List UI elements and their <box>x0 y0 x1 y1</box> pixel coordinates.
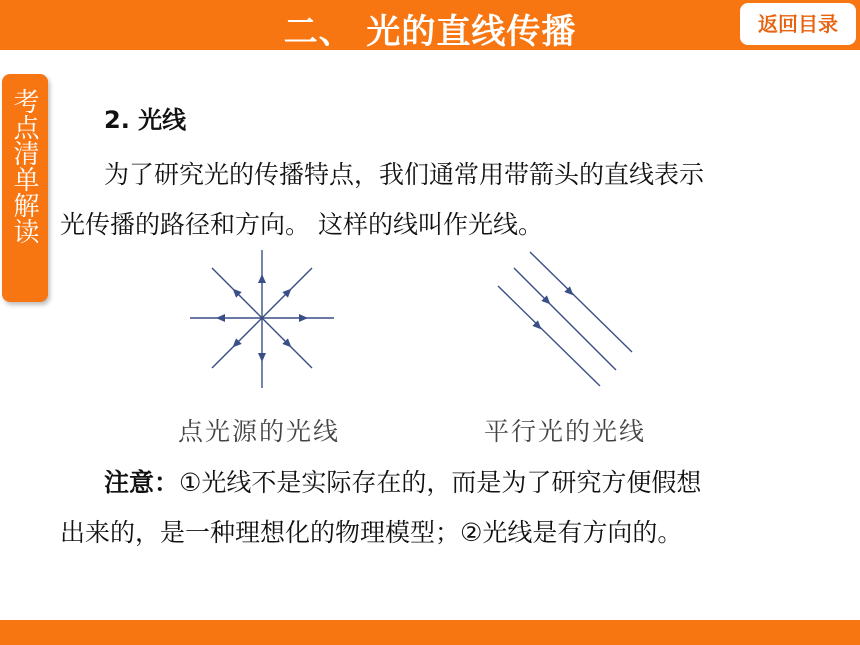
note-block <box>60 458 820 558</box>
side-tab-label: 考点清单解读 <box>9 88 39 244</box>
paragraph-line-1: 为了研究光的传播特点，我们通常用带箭头的直线表示 <box>104 160 705 189</box>
point-source-diagram <box>190 250 334 388</box>
point-source-caption: 点光源的光线 <box>178 417 341 446</box>
section-paragraph <box>60 150 810 250</box>
note-line-1-text: ①光线不是实际存在的，而是为了研究方便假想 <box>179 468 702 497</box>
parallel-light-caption: 平行光的光线 <box>484 417 647 446</box>
back-to-contents-button[interactable]: 返回目录 <box>740 3 856 45</box>
top-banner <box>0 0 860 50</box>
section-heading: 2. 光线 <box>104 106 187 134</box>
note-line-2: 出来的，是一种理想化的物理模型；②光线是有方向的。 <box>60 518 683 547</box>
note-line-1 <box>60 458 820 508</box>
parallel-rays-diagram <box>498 252 632 386</box>
light-ray-figures <box>170 250 650 400</box>
note-label: 注意： <box>104 468 180 497</box>
bottom-banner <box>0 620 860 645</box>
page-title: 二、 光的直线传播 <box>283 12 577 52</box>
side-tab[interactable] <box>2 74 48 302</box>
paragraph-line-2: 光传播的路径和方向。 这样的线叫作光线。 <box>60 210 543 239</box>
